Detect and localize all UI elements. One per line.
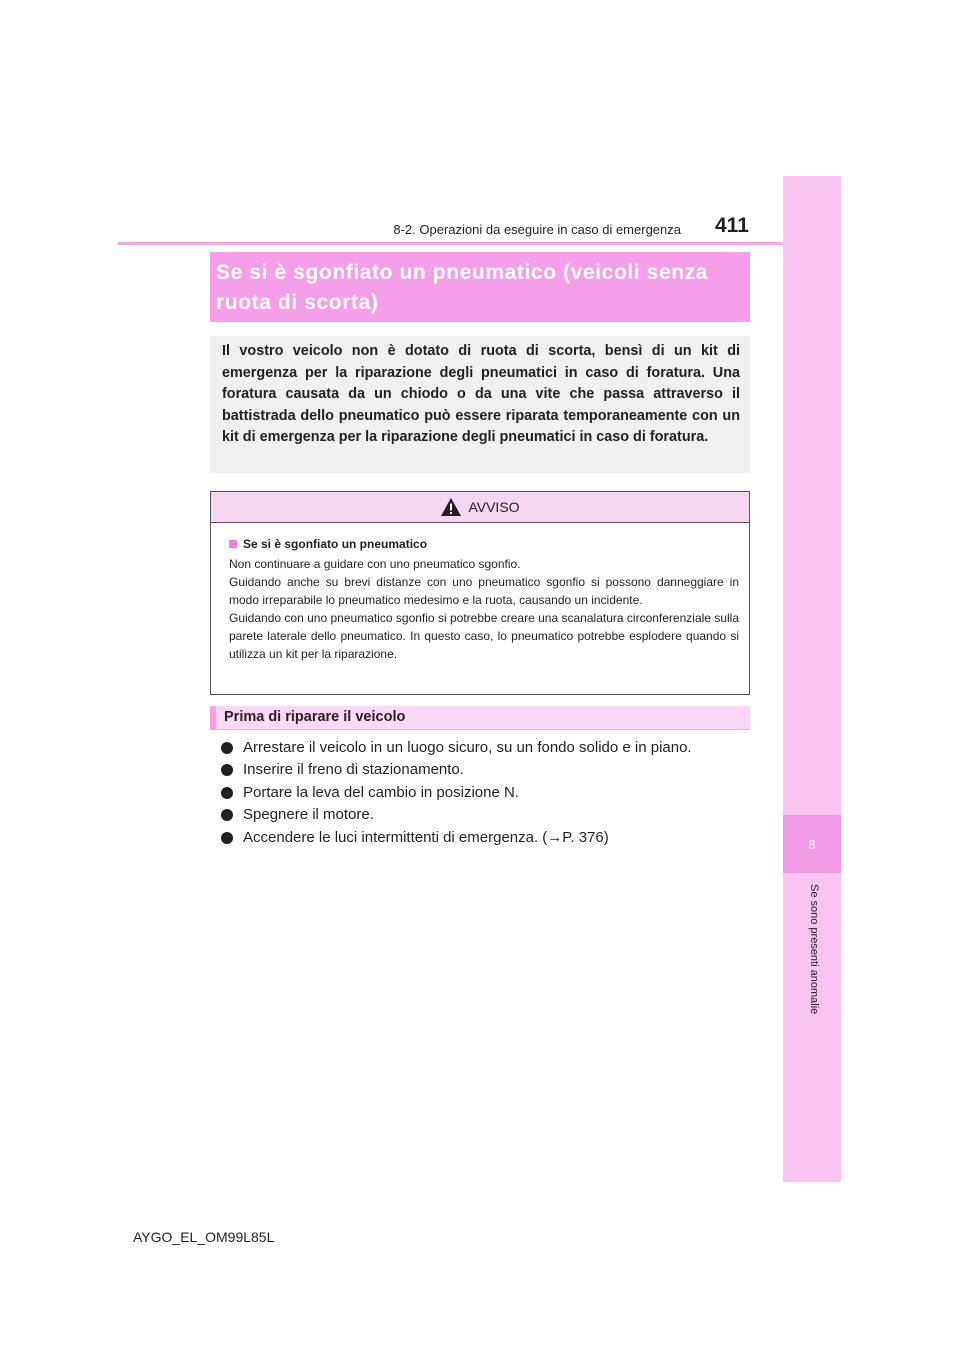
list-item: Portare la leva del cambio in posizione N.	[218, 782, 692, 804]
chapter-side-tab	[783, 176, 841, 1182]
title-box	[210, 252, 750, 322]
warning-subheading-text: Se si è sgonfiato un pneumatico	[243, 537, 428, 551]
document-code: AYGO_EL_OM99L85L	[133, 1229, 275, 1245]
warning-paragraph: Non continuare a guidare con uno pneumatico sgonfio.	[229, 557, 521, 571]
warning-label: AVVISO	[468, 499, 520, 515]
chapter-number: 8	[783, 815, 841, 873]
bullet-icon	[221, 742, 233, 754]
warning-subheading	[229, 535, 739, 553]
list-item: Accendere le luci intermittenti di emergenza. (→P. 376)	[218, 827, 692, 849]
intro-paragraph: Il vostro veicolo non è dotato di ruota di scorta, bensì di un kit di emergenza per la riparazione degli pneumatici in caso di foratura. Una foratura causata da un chiodo o da una vite che passa attraverso il battistrada dello pneumatico può essere riparata temporaneamente con un kit di emergenza per la riparazione degli pneumatici in caso di foratura.	[222, 343, 740, 445]
square-bullet-icon	[229, 540, 237, 548]
list-item: Spegnere il motore.	[218, 804, 692, 826]
steps-list	[218, 737, 692, 849]
warning-paragraph: Guidando anche su brevi distanze con uno pneumatico sgonfio si possono danneggiare in modo irreparabile lo pneumatico medesimo e la ruota, causando un incidente.	[229, 575, 739, 607]
section-heading-bar	[210, 706, 216, 729]
title-line-2: ruota di scorta)	[216, 291, 379, 314]
section-heading	[210, 706, 750, 730]
page-number: 411	[715, 214, 749, 237]
bullet-icon	[221, 809, 233, 821]
warning-box	[210, 491, 750, 695]
chapter-label: Se sono presenti anomalie	[808, 884, 820, 1015]
warning-triangle-icon	[440, 497, 462, 517]
bullet-icon	[221, 832, 233, 844]
warning-paragraph: Guidando con uno pneumatico sgonfio si potrebbe creare una scanalatura circonferenziale sulla parete laterale dello pneumatico. In questo caso, lo pneumatico potrebbe esplodere quando si utilizza un kit per la riparazione.	[229, 611, 739, 661]
warning-header	[211, 492, 749, 523]
title-line-1: Se si è sgonfiato un pneumatico (veicoli senza	[216, 261, 709, 284]
list-item: Inserire il freno di stazionamento.	[218, 759, 692, 781]
bullet-icon	[221, 764, 233, 776]
list-item: Arrestare il veicolo in un luogo sicuro, su un fondo solido e in piano.	[218, 737, 692, 759]
intro-box	[210, 336, 750, 473]
section-heading-text: Prima di riparare il veicolo	[224, 709, 406, 725]
header-rule	[118, 242, 783, 245]
bullet-icon	[221, 787, 233, 799]
header-section-title: 8-2. Operazioni da eseguire in caso di emergenza	[393, 222, 681, 237]
warning-body	[211, 523, 749, 663]
